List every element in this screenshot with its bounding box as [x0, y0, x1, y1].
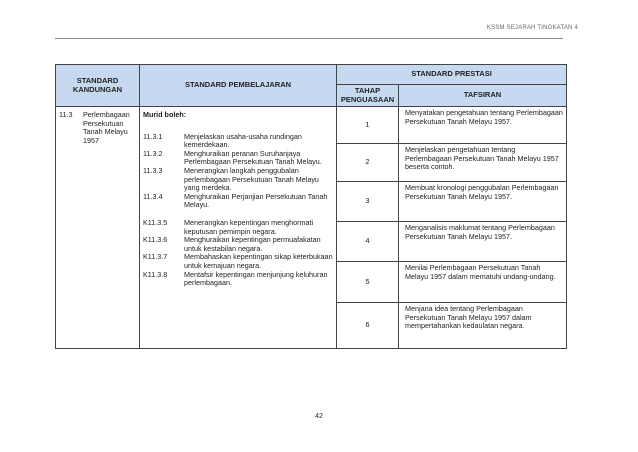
page-number: 42	[315, 413, 323, 420]
tafsiran-cell: Menjana idea tentang Perlembagaan Persekutuan Tanah Melayu 1957 dalam mempertahankan kedaulatan negara.	[399, 303, 567, 349]
learning-item-code: K11.3.8	[143, 269, 168, 279]
learning-item-text: Membahaskan kepentingan sikap keterbukaan untuk kemajuan negara.	[184, 252, 333, 270]
learning-item-code: 11.3.2	[143, 148, 163, 158]
learning-item	[143, 167, 333, 193]
tahap-cell: 4	[337, 222, 399, 262]
document-header-note: KSSM SEJARAH TINGKATAN 4	[486, 25, 578, 31]
header-standard-kandungan: STANDARD KANDUNGAN	[56, 65, 140, 107]
tafsiran-cell: Menganalisis maklumat tentang Perlembagaan Persekutuan Tanah Melayu 1957.	[399, 222, 567, 262]
learning-item-code: 11.3.3	[143, 165, 163, 175]
learning-item	[143, 150, 333, 167]
tafsiran-cell: Menyatakan pengetahuan tentang Perlembagaan Persekutuan Tanah Melayu 1957.	[399, 107, 567, 144]
header-tahap-penguasaan: TAHAP PENGUASAAN	[337, 85, 399, 107]
kandungan-code: 11.3	[59, 110, 73, 119]
learning-item	[143, 271, 333, 288]
learning-item-text: Menghuraikan kepentingan permuafakatan untuk kestabilan negara.	[184, 235, 321, 253]
learning-item-text: Menerangkan kepentingan menghormati keputusan pemimpin negara.	[184, 217, 314, 236]
learning-item-text: Menghuraikan peranan Suruhanjaya Perlembagaan Persekutuan Tanah Melayu.	[184, 148, 322, 167]
learning-item	[143, 236, 333, 253]
tafsiran-cell: Menjelaskan pengetahuan tentang Perlembagaan Persekutuan Tanah Melayu 1957 beserta contoh.	[399, 144, 567, 182]
learning-item-code: K11.3.5	[143, 217, 168, 227]
learning-item	[143, 253, 333, 270]
learning-item-code: 11.3.1	[143, 131, 163, 141]
tahap-cell: 2	[337, 144, 399, 182]
header-standard-pembelajaran: STANDARD PEMBELAJARAN	[140, 65, 337, 107]
learning-item-code: K11.3.6	[143, 235, 168, 245]
learning-item-code: 11.3.4	[143, 191, 163, 201]
header-standard-prestasi: STANDARD PRESTASI	[337, 65, 567, 85]
learning-item	[143, 193, 333, 210]
header-rule	[55, 38, 563, 39]
tahap-cell: 5	[337, 262, 399, 303]
tafsiran-cell: Membuat kronologi penggubalan Perlembagaan Persekutuan Tanah Melayu 1957.	[399, 182, 567, 222]
tafsiran-cell: Menilai Perlembagaan Persekutuan Tanah Melayu 1957 dalam mematuhi undang-undang.	[399, 262, 567, 303]
learning-item-text: Menerangkan langkah penggubalan perlembagaan Persekutuan Tanah Melayu yang merdeka.	[184, 165, 319, 193]
tahap-cell: 3	[337, 182, 399, 222]
header-tafsiran: TAFSIRAN	[399, 85, 567, 107]
learning-item	[143, 133, 333, 150]
standards-table	[55, 64, 567, 349]
standard-pembelajaran-cell	[140, 107, 337, 349]
learning-item-text: Mentafsir kepentingan menjunjung keluhuran perlembagaan.	[184, 269, 328, 288]
kandungan-text: Perlembagaan Persekutuan Tanah Melayu 1957	[83, 110, 130, 145]
learning-item-text: Menghuraikan Perjanjian Persekutuan Tanah Melayu.	[184, 191, 328, 210]
standard-kandungan-cell	[56, 107, 140, 349]
murid-boleh-label: Murid boleh:	[143, 110, 187, 119]
learning-item-text: Menjelaskan usaha-usaha rundingan kemerdekaan.	[184, 131, 302, 150]
tahap-cell: 6	[337, 303, 399, 349]
learning-item-code: K11.3.7	[143, 252, 168, 262]
tahap-cell: 1	[337, 107, 399, 144]
learning-item	[143, 219, 333, 236]
